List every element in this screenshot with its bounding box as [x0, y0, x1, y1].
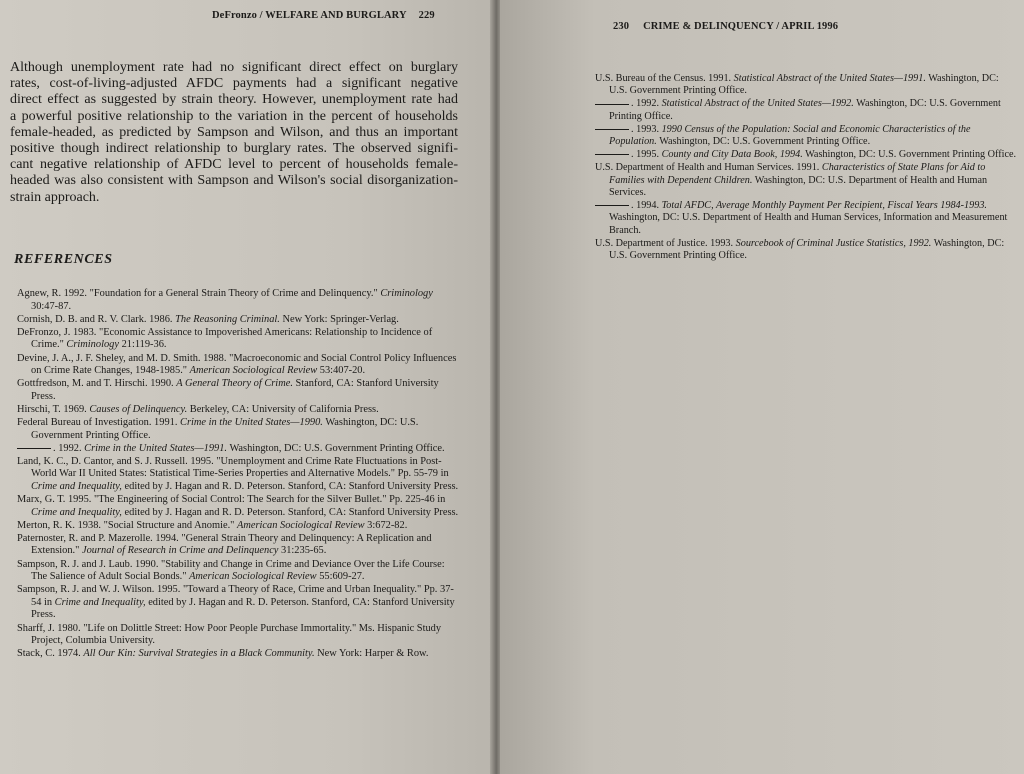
reference-text: edited by J. Hagan and R. D. Peterson. Stanford, CA: Stanford University Press. — [121, 480, 459, 492]
reference-title: Crime and Inequality, — [54, 596, 146, 608]
reference-year: . 1993. — [631, 123, 662, 135]
body-line: rates, cost-of-living-adjusted AFDC payments had a significant negative — [10, 76, 458, 92]
reference-text: U.S. Department of Justice. 1993. — [595, 237, 736, 249]
reference-entry — [17, 559, 459, 584]
body-paragraph — [10, 60, 458, 206]
reference-text: 3:672-82. — [364, 519, 408, 531]
reference-text: Stanford, CA: Stanford University Press. — [31, 378, 439, 402]
reference-text: edited by J. Hagan and R. D. Peterson. Stanford, CA: Stanford University Press. — [31, 596, 455, 621]
reference-entry — [17, 443, 459, 456]
reference-year: . 1994. — [631, 200, 662, 212]
reference-title: County and City Data Book, 1994. — [661, 149, 803, 161]
reference-text: New York: Harper & Row. — [314, 648, 429, 660]
reference-text: Washington, DC: U.S. Government Printing Office. — [609, 73, 999, 97]
reference-title: Sourcebook of Criminal Justice Statistics, 1992. — [735, 237, 932, 249]
reference-title: American Sociological Review — [237, 519, 365, 531]
reference-year: . 1992. — [53, 442, 85, 454]
reference-title: American Sociological Review — [189, 365, 318, 377]
reference-text: Sampson, R. J. and J. Laub. 1990. "Stability and Change in Crime and Deviance Over the Life Course: The Salience of Adult Social Bonds." — [17, 558, 445, 583]
reference-entry — [595, 98, 1019, 123]
reference-entry — [17, 404, 459, 417]
reference-text: Stack, C. 1974. — [17, 648, 84, 660]
page-number: 229 — [418, 10, 435, 21]
reference-title: Characteristics of State Plans for Aid to Families with Dependent Children. — [609, 162, 986, 186]
reference-title: Crime in the United States—1990. — [180, 417, 323, 429]
body-line: strain approach. — [10, 189, 100, 205]
reference-entry — [17, 494, 459, 519]
reference-text: Washington, DC: U.S. Government Printing Office. — [609, 98, 1001, 122]
reference-entry — [17, 327, 459, 352]
reference-text: Agnew, R. 1992. "Foundation for a General Strain Theory of Crime and Delinquency." — [17, 288, 381, 299]
reference-text: Paternoster, R. and P. Mazerolle. 1994. "General Strain Theory and Delinquency: A Replication and Extension." — [17, 532, 432, 557]
body-line: direct effect as suggested by strain theory. However, unemployment rate had — [10, 92, 458, 108]
reference-entry — [17, 623, 459, 648]
reference-entry — [17, 314, 459, 327]
reference-year: . 1995. — [631, 149, 662, 161]
reference-title: Crime in the United States—1991. — [84, 442, 228, 454]
reference-title: American Sociological Review — [189, 571, 317, 583]
reference-text: Hirschi, T. 1969. — [17, 403, 90, 415]
reference-text: Washington, DC: U.S. Government Printing Office. — [802, 149, 1017, 161]
reference-entry — [17, 648, 459, 661]
reference-entry — [595, 238, 1019, 263]
right-page — [500, 0, 1024, 774]
reference-title: All Our Kin: Survival Strategies in a Black Community. — [83, 648, 315, 660]
reference-entry — [595, 149, 1019, 161]
reference-text: Washington, DC: U.S. Department of Health and Human Services. — [609, 174, 988, 199]
reference-title: The Reasoning Criminal. — [175, 313, 280, 325]
body-line: positive though indirect relationship to burglary rates. The observed signifi- — [10, 141, 458, 157]
reference-text: 21:119-36. — [118, 339, 167, 351]
reference-title: Crime and Inequality, — [31, 506, 122, 518]
reference-text: 31:235-65. — [278, 545, 327, 557]
reference-text: U.S. Bureau of the Census. 1991. — [595, 73, 734, 84]
reference-text: Land, K. C., D. Cantor, and S. J. Russell. 1995. "Unemployment and Crime Rate Fluctuations in Post-World War II United States: Statistical Time-Series Properties and Alternative Models." Pp. 55-79 in — [17, 455, 449, 480]
body-line: headed was also consistent with Sampson and Wilson's social disorganization- — [10, 173, 458, 189]
running-head-title: DeFronzo / WELFARE AND BURGLARY — [212, 10, 407, 21]
reference-entry — [17, 533, 459, 558]
reference-title: Crime and Inequality, — [31, 480, 122, 492]
reference-title: Journal of Research in Crime and Delinquency — [82, 545, 279, 557]
body-line: cant negative relationship of AFDC level to percent of households female- — [10, 157, 458, 173]
running-head-left — [212, 10, 435, 21]
reference-text: edited by J. Hagan and R. D. Peterson. Stanford, CA: Stanford University Press. — [121, 506, 459, 518]
reference-text: 30:47-87. — [31, 300, 72, 312]
reference-text: Cornish, D. B. and R. V. Clark. 1986. — [17, 313, 176, 325]
reference-title: Criminology — [380, 288, 433, 299]
reference-entry — [595, 200, 1019, 237]
reference-text: Gottfredson, M. and T. Hirschi. 1990. — [17, 378, 177, 390]
reference-title: Criminology — [66, 339, 119, 351]
repeated-author-dash — [595, 154, 629, 155]
running-head-right — [613, 21, 838, 32]
body-line: Although unemployment rate had no significant direct effect on burglary — [10, 60, 458, 75]
reference-title: Total AFDC, Average Monthly Payment Per Recipient, Fiscal Years 1984-1993. — [661, 200, 987, 212]
body-line: female-headed, as predicted by Sampson and Wilson, and thus an important — [10, 124, 458, 140]
reference-title: Causes of Delinquency. — [89, 403, 188, 415]
reference-entry — [17, 353, 459, 378]
reference-text: New York: Springer-Verlag. — [279, 313, 399, 325]
repeated-author-dash — [595, 129, 629, 130]
reference-text: Marx, G. T. 1995. "The Engineering of Social Control: The Search for the Silver Bullet." Pp. 225-46 in — [17, 494, 446, 506]
repeated-author-dash — [595, 104, 629, 105]
repeated-author-dash — [595, 205, 629, 206]
references-heading: REFERENCES — [14, 252, 113, 267]
reference-text: U.S. Department of Health and Human Services. 1991. — [595, 162, 822, 174]
reference-text: Washington, DC: U.S. Department of Health and Human Services, Information and Measurement Branch. — [609, 212, 1008, 236]
reference-entry — [595, 124, 1019, 149]
reference-text: Berkeley, CA: University of California Press. — [187, 403, 379, 415]
reference-title: Statistical Abstract of the United States—1991. — [733, 73, 926, 84]
reference-entry — [595, 73, 1019, 98]
page-number: 230 — [613, 21, 630, 32]
reference-list-right — [595, 73, 1019, 263]
reference-text: Sampson, R. J. and W. J. Wilson. 1995. "Toward a Theory of Race, Crime and Urban Inequality." Pp. 37-54 in — [17, 584, 454, 608]
reference-text: 55:609-27. — [316, 571, 365, 583]
reference-title: 1990 Census of the Population: Social and Economic Characteristics of the Population. — [609, 123, 971, 148]
reference-text: Sharff, J. 1980. "Life on Dolittle Street: How Poor People Purchase Immortality." Ms. Hispanic Study Project, Columbia University. — [17, 622, 442, 647]
reference-text: Merton, R. K. 1938. "Social Structure and Anomie." — [17, 519, 238, 531]
reference-text: Devine, J. A., J. F. Sheley, and M. D. Smith. 1988. "Macroeconomic and Social Control Policy Influences on Crime Rate Changes, 1948-1985." — [17, 352, 457, 377]
reference-text: Washington, DC: U.S. Government Printing Office. — [656, 136, 871, 148]
reference-entry — [17, 520, 459, 533]
reference-entry — [17, 456, 459, 494]
reference-text: Washington, DC: U.S. Government Printing Office. — [227, 442, 445, 454]
reference-entry — [17, 288, 459, 313]
left-page — [0, 0, 493, 774]
running-head-title: CRIME & DELINQUENCY / APRIL 1996 — [643, 21, 839, 32]
reference-text: DeFronzo, J. 1983. "Economic Assistance to Impoverished Americans: Relationship to Incidence of Crime." — [17, 326, 433, 351]
reference-text: Washington, DC: U.S. Government Printing Office. — [609, 237, 1005, 262]
reference-title: Statistical Abstract of the United States—1992. — [661, 98, 854, 110]
body-line: a powerful positive relationship to the variation in the percent of households — [10, 108, 458, 124]
reference-text: 53:407-20. — [317, 365, 366, 377]
reference-entry — [17, 584, 459, 622]
reference-text: Washington, DC: U.S. Government Printing Office. — [31, 417, 419, 441]
reference-title: A General Theory of Crime. — [176, 378, 293, 390]
reference-text: Federal Bureau of Investigation. 1991. — [17, 417, 181, 429]
reference-entry — [595, 162, 1019, 199]
repeated-author-dash — [17, 448, 51, 449]
reference-entry — [17, 417, 459, 442]
reference-list-left — [17, 288, 459, 661]
reference-entry — [17, 378, 459, 403]
reference-year: . 1992. — [631, 98, 662, 110]
